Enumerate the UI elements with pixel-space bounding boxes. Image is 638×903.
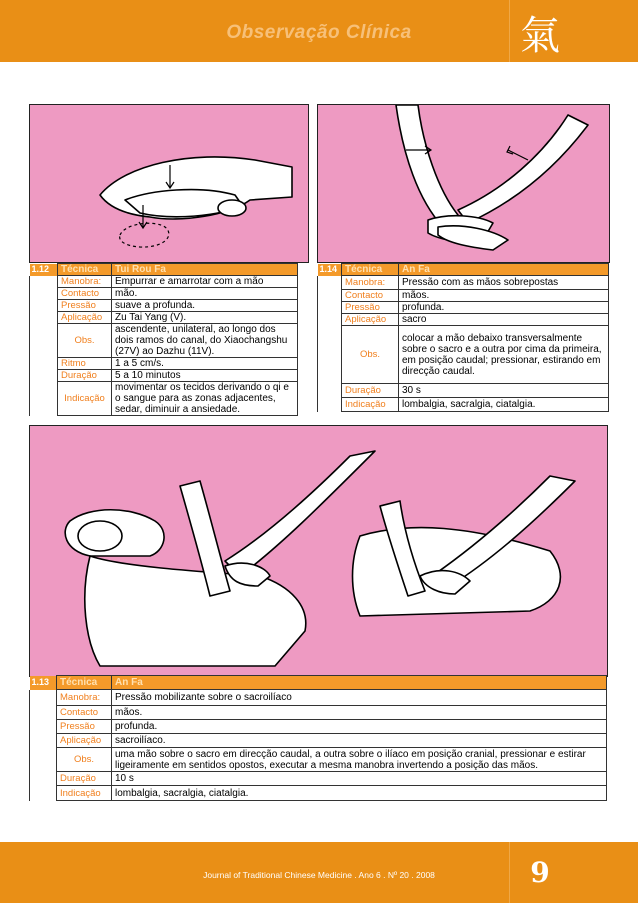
technique-number: 1.14: [318, 264, 342, 276]
row-label: Pressão: [342, 302, 399, 314]
row-label: Obs.: [57, 748, 112, 772]
row-label: Indicação: [58, 382, 112, 416]
row-value: lombalgia, sacralgia, ciatalgia.: [112, 786, 607, 801]
technique-number: 1.13: [30, 676, 57, 690]
patient-and-hands-drawing: [30, 426, 607, 676]
row-label: Indicação: [342, 398, 399, 412]
technique-name: An Fa: [399, 264, 609, 276]
row-label: Contacto: [342, 290, 399, 302]
row-value: Empurrar e amarrotar com a mão: [112, 276, 298, 288]
row-value: mão.: [112, 288, 298, 300]
row-label: Duração: [58, 370, 112, 382]
chi-logo: 氣: [520, 13, 560, 59]
table-an-fa-sacroiliac: [29, 675, 607, 801]
row-label: Obs.: [58, 324, 112, 358]
table-tui-rou-fa: [29, 263, 298, 416]
row-value: mãos.: [399, 290, 609, 302]
table-an-fa-sacro: [317, 263, 609, 412]
hand-on-back-drawing: [30, 105, 308, 262]
technique-number: 1.12: [30, 264, 58, 276]
row-value: uma mão sobre o sacro em direcção caudal, a outra sobre o ilíaco em posição cranial, pressionar e estirar ligeiramente em sentidos opostos, executar a mesma manobra invertendo a posição das mãos.: [112, 748, 607, 772]
section-title: Observação Clínica: [226, 22, 412, 43]
row-value: Pressão com as mãos sobrepostas: [399, 276, 609, 290]
row-value: mãos.: [112, 706, 607, 720]
technique-name: Tui Rou Fa: [112, 264, 298, 276]
illustration-an-fa-sacroiliac: [29, 425, 608, 677]
technique-name: An Fa: [112, 676, 607, 690]
technique-label: Técnica: [58, 264, 112, 276]
row-value: 1 a 5 cm/s.: [112, 358, 298, 370]
row-value: 5 a 10 minutos: [112, 370, 298, 382]
row-label: Aplicação: [57, 734, 112, 748]
row-value: 30 s: [399, 384, 609, 398]
row-label: Contacto: [58, 288, 112, 300]
illustration-an-fa-sacro: [317, 104, 610, 263]
row-label: Manobra:: [57, 690, 112, 706]
page-number: 9: [530, 856, 550, 889]
row-label: Indicação: [57, 786, 112, 801]
row-value: Zu Tai Yang (V).: [112, 312, 298, 324]
row-label: Duração: [342, 384, 399, 398]
row-value: 10 s: [112, 772, 607, 786]
row-value: lombalgia, sacralgia, ciatalgia.: [399, 398, 609, 412]
row-value: ascendente, unilateral, ao longo dos dois ramos do canal, do Xiaochangshu (27V) ao Dazhu (11V).: [112, 324, 298, 358]
row-label: Ritmo: [58, 358, 112, 370]
row-label: Manobra:: [342, 276, 399, 290]
technique-label: Técnica: [342, 264, 399, 276]
row-label: Obs.: [342, 326, 399, 384]
journal-citation: Journal of Traditional Chinese Medicine . Ano 6 . Nº 20 . 2008: [203, 870, 435, 880]
row-value: sacro: [399, 314, 609, 326]
row-value: profunda.: [112, 720, 607, 734]
row-value: movimentar os tecidos derivando o qi e o sangue para as zonas adjacentes, sedar, diminuir a ansiedade.: [112, 382, 298, 416]
row-value: suave a profunda.: [112, 300, 298, 312]
technique-label: Técnica: [57, 676, 112, 690]
row-value: sacroilíaco.: [112, 734, 607, 748]
row-label: Duração: [57, 772, 112, 786]
overlapping-hands-drawing: [318, 105, 609, 262]
row-value: colocar a mão debaixo transversalmente sobre o sacro e a outra por cima da primeira, em posição caudal; pressionar, estirando em direcção caudal.: [399, 326, 609, 384]
row-label: Aplicação: [58, 312, 112, 324]
row-label: Aplicação: [342, 314, 399, 326]
row-label: Pressão: [58, 300, 112, 312]
illustration-tui-rou-fa: [29, 104, 309, 263]
row-label: Manobra:: [58, 276, 112, 288]
row-value: Pressão mobilizante sobre o sacroilíaco: [112, 690, 607, 706]
row-label: Contacto: [57, 706, 112, 720]
row-value: profunda.: [399, 302, 609, 314]
row-label: Pressão: [57, 720, 112, 734]
